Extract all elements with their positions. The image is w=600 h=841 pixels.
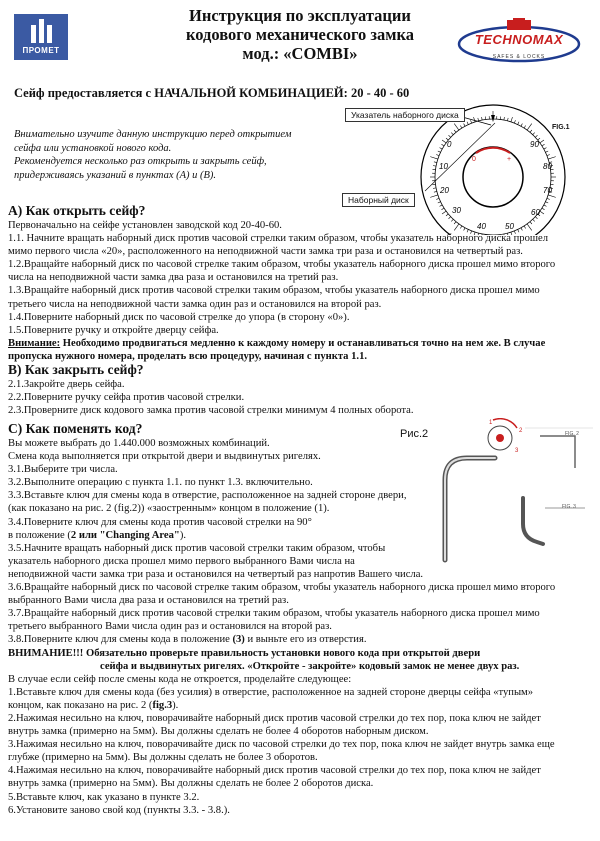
dial-tick	[514, 120, 515, 123]
dial-tick	[441, 144, 444, 146]
dial-tick	[478, 118, 479, 121]
dial-tick	[442, 140, 446, 143]
section-c: С) Как поменять код? Вы можете выбрать до 1.440.000 возможных комбинаций. Смена кода выполняется при открытой двери и выдвинутых ригелях. 3.1.Выберите три числа. 3.2.Выполните операцию с пункта 1.1. по пункт 1.3. включительно. 3.3.Вставьте ключ для смены кода в отверстие, расположенное на задней стороне двери, (как показано на рис. 2 (fig.2)) «заостренным» концом в положение (1). 3.4.Поверните ключ для смены кода против часовой стрелки на 90° в положение (2 или "Changing Area"). 3.5.Начните вращать наборный диск против часовой стрелки таким образом, чтобы указатель наборного диска прошел мимо первого выбранного Вами числа на неподвижной части замка три раза и остановился на четвертый раз напротив Вашего числа. 3.6.Вращайте наборный диск по часовой стрелке таким образом, чтобы указатель наборного диска прошел мимо второго выбранного Вами числа два раза и остановился на третий раз. 3.7.Вращайте наборный диск против часовой стрелки таким образом, чтобы указатель наборного диска прошел мимо третьего выбранного Вами числа один раз и остановился на второй раз. 3.8.Поверните ключ для смены кода в положение (3) и выньте его из отверстия. ВНИМАНИЕ!!! Обязательно проверьте правильность установки нового кода при открытой двери сейфа и выдвинутых ригелях. «Откройте - закройте» кодовый замок не менее двух раз. В случае если сейф после смены кода не откроется, проделайте следующее: 1.Вставьте ключ для смены кода (без усилия) в отверстие, расположенное на задней стороне дверцы сейфа «тупым» концом, как показано на рис. 2 (fig.3). 2.Нажимая несильно на ключ, поворачивайте наборный диск против часовой стрелки до тех пор, пока ключ не зайдет внутрь замка (примерно на 5мм). Вы должны сделать не более 4 оборотов наборным диском. 3.Нажимая несильно на ключ, поворачивайте диск по часовой стрелки до тех пор, пока ключ не зайдет внутрь замка еще глубже (примерно на 5мм). Вы должны сделать не более 3 оборотов. 4.Нажимая несильно на ключ, поворачивайте наборный диск против часовой стрелки до тех пор, пока ключ не зайдет внутрь замка (примерно на 5мм). Вы должны сделать не более 2 оборотов диска. 5.Вставьте ключ, как указано в пункте 3.2. 6.Установите заново свой код (пункты 3.3. - 3.8.).	[8, 421, 598, 817]
dial-tick	[535, 135, 537, 137]
dial-tick	[542, 144, 545, 146]
page-title: Инструкция по эксплуатации кодового механического замка мод.: «COMBI»	[185, 6, 415, 63]
dial-tick	[524, 125, 526, 128]
dial-tick	[547, 155, 550, 156]
dial-tick	[430, 195, 438, 197]
dial-tick	[433, 188, 436, 189]
dial-tick	[454, 130, 456, 132]
dial-tick	[440, 148, 443, 149]
section-c-heading: С) Как поменять код?	[8, 421, 143, 436]
dial-tick	[430, 157, 438, 159]
dial-tick	[527, 124, 532, 130]
dial-tick	[482, 117, 483, 120]
dial-tick	[449, 135, 451, 137]
svg-text:30: 30	[452, 206, 461, 215]
warning-text: Внимание: Необходимо продвигаться медленно к каждому номеру и останавливаться точно на нем же. В случае	[8, 337, 546, 349]
dial-tick	[544, 148, 547, 149]
fig2-small-label: FIG. 2	[565, 431, 579, 437]
dial-tick	[436, 155, 439, 156]
svg-text:20: 20	[440, 186, 449, 195]
fig2-caption: Рис.2	[400, 428, 429, 440]
dial-tick	[433, 166, 436, 167]
dial-tick	[540, 140, 544, 143]
svg-text:90: 90	[530, 140, 539, 149]
intro-note: Внимательно изучите данную инструкцию перед открытием сейфа или установкой нового кода. Рекомендуется несколько раз открыть и закрыть сейф, придерживаясь указаний в пунктах (А) и (В).	[14, 129, 292, 181]
svg-text:50: 50	[505, 222, 514, 231]
dial-tick	[548, 157, 556, 159]
dial-tick	[454, 124, 459, 130]
svg-text:0: 0	[447, 140, 452, 149]
dial-tick	[547, 198, 550, 199]
svg-text:2: 2	[519, 428, 523, 434]
dial-tick	[434, 162, 437, 163]
dial-tick	[530, 130, 532, 132]
technomax-logo: TECHNOMAX SAFES & LOCKS	[455, 18, 583, 70]
dial-tick	[545, 151, 548, 152]
dial-callout: Наборный диск	[342, 193, 415, 207]
section-b: В) Как закрыть сейф? 2.1.Закройте дверь сейфа. 2.2.Поверните ручку сейфа против часовой стрелки. 2.3.Проверните диск кодового замка против часовой стрелки минимум 4 полных оборота.	[8, 362, 594, 417]
dial-tick	[460, 125, 462, 128]
dial-tick	[434, 191, 437, 192]
svg-text:1: 1	[489, 420, 493, 426]
dial-tick	[436, 198, 439, 199]
svg-text:+: +	[507, 156, 512, 163]
indicator-callout: Указатель наборного диска	[345, 108, 465, 122]
fig3-small-label: FIG. 3	[562, 504, 576, 510]
dial-tick	[464, 124, 465, 127]
initial-combination: Сейф предоставляется с НАЧАЛЬНОЙ КОМБИНАЦИЕЙ: 20 - 40 - 60	[14, 86, 410, 100]
dial-tick	[474, 117, 476, 122]
dial-tick	[533, 133, 535, 135]
svg-text:80: 80	[543, 162, 552, 171]
dial-tick	[507, 118, 508, 121]
promet-logo	[14, 14, 68, 60]
dial-tick	[471, 120, 472, 123]
attention-text: ВНИМАНИЕ!!! Обязательно проверьте правильность установки нового кода при открытой двери	[8, 647, 481, 659]
dial-tick	[548, 195, 556, 197]
dial-tick	[451, 133, 453, 135]
promet-logo-text: ПРОМЕТ	[22, 46, 60, 55]
dial-tick	[511, 117, 513, 122]
svg-text:10: 10	[439, 162, 448, 171]
svg-text:0: 0	[472, 156, 476, 163]
svg-text:60: 60	[531, 208, 540, 217]
fig1-label: FIG.1	[552, 124, 570, 131]
dial-tick	[467, 122, 468, 125]
dial-tick	[504, 117, 505, 120]
svg-text:3: 3	[515, 448, 519, 454]
dial-tick	[438, 151, 441, 152]
dial-tick	[521, 124, 522, 127]
section-a-heading: А) Как открыть сейф?	[8, 203, 146, 218]
section-b-heading: В) Как закрыть сейф?	[8, 362, 144, 377]
svg-text:40: 40	[477, 222, 486, 231]
section-a: А) Как открыть сейф? Первоначально на сейфе установлен заводской код 20-40-60. 1.1. Начните вращать наборный диск против часовой стрелки таким образом, чтобы указатель наборного диска прошел мимо первого числа «20», расположенного на неподвижной части замка три раза и остановился на четвертый раз. 1.2.Вращайте наборный диск по часовой стрелке таким образом, чтобы указатель наборного диска прошел мимо второго числа на неподвижной части замка два раза и остановился на третий раз. 1.3.Вращайте наборный диск против часовой стрелки таким образом, чтобы указатель наборного диска прошел мимо третьего числа на неподвижной части замка один раз и остановился на второй раз. 1.4.Поверните наборный диск по часовой стрелке до упора (в сторону «0»). 1.5.Поверните ручку и откройте дверцу сейфа. Внимание: Необходимо продвигаться медленно к каждому номеру и останавливаться точно на нем же. В случае пропуска нужного номера, проделать всю процедуру, начиная с пункта 1.1.	[8, 203, 594, 363]
dial-tick	[518, 122, 519, 125]
svg-text:70: 70	[543, 186, 552, 195]
